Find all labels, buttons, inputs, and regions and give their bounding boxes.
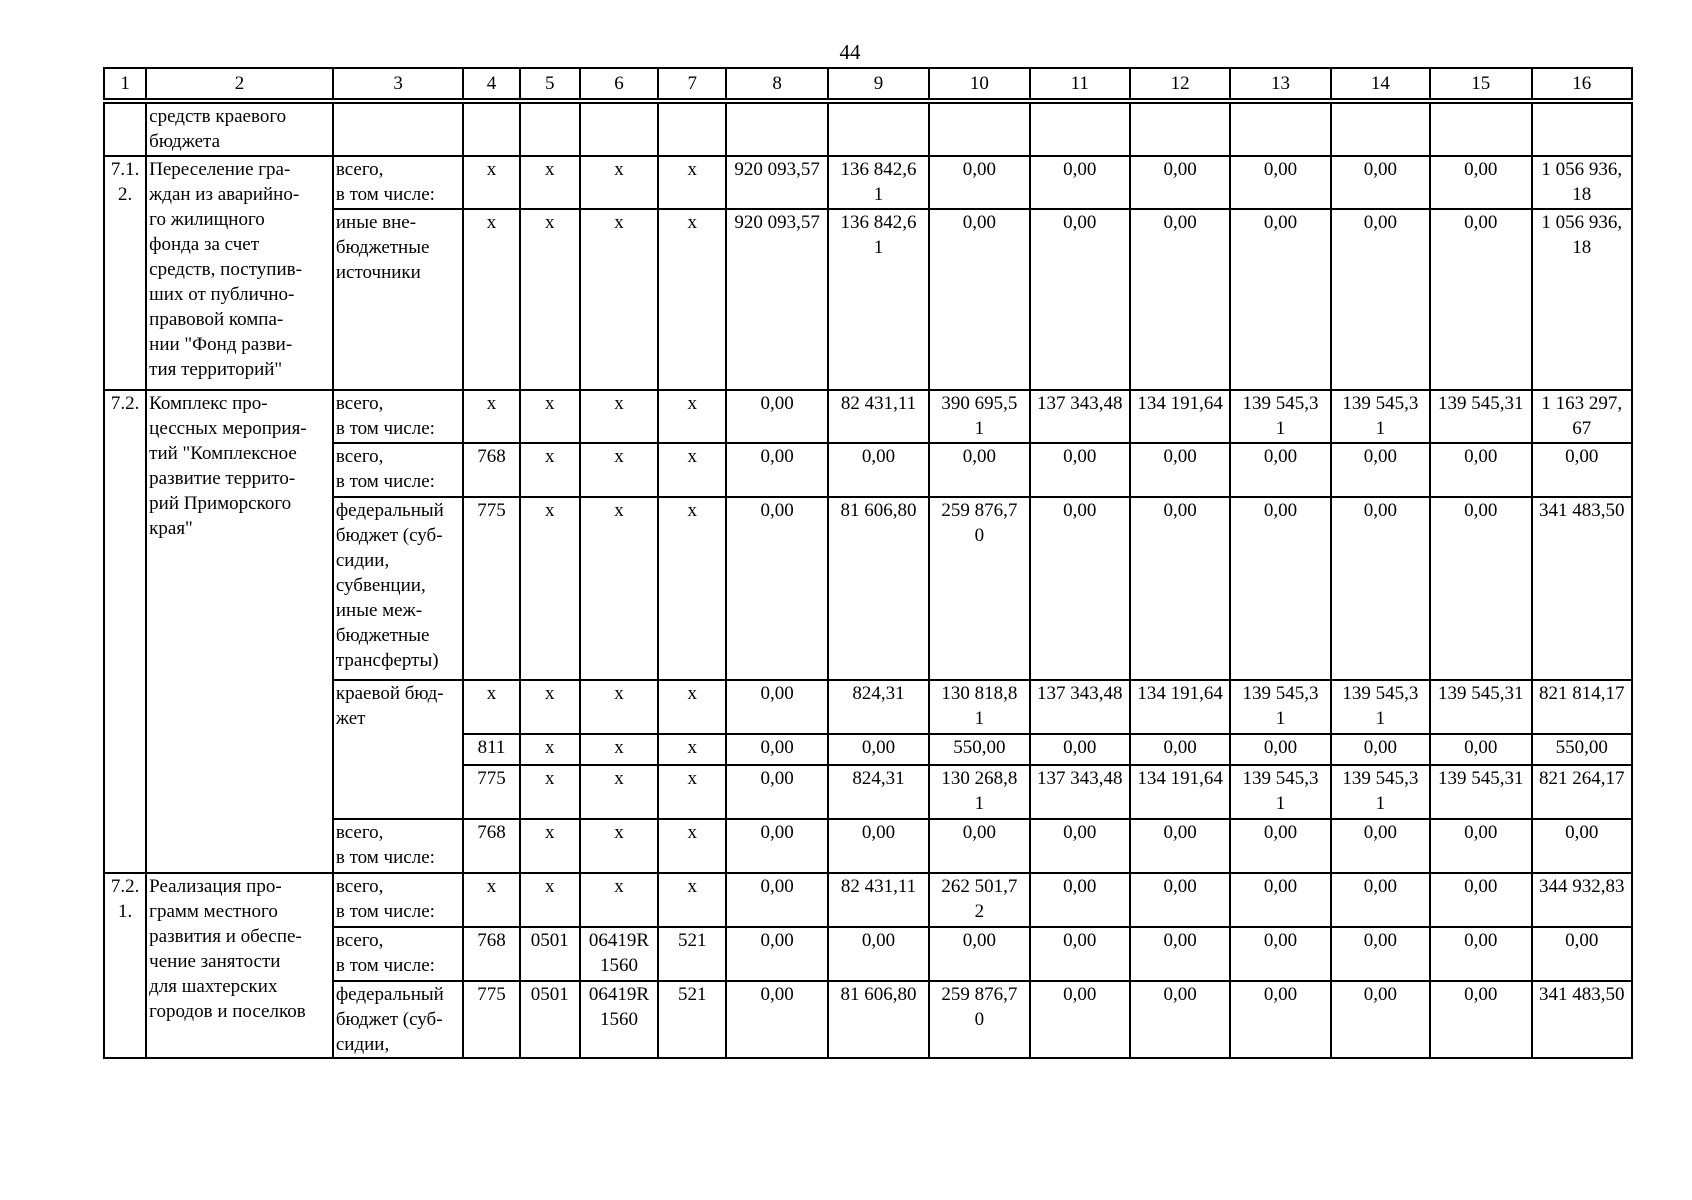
amount-cell-col-9: 136 842,6 1	[828, 209, 929, 390]
funding-source-cell: всего, в том числе:	[333, 873, 464, 927]
amount-cell-col-14: 139 545,3 1	[1331, 680, 1430, 734]
target-code-cell: x	[580, 734, 658, 765]
funding-source-cell: всего, в том числе:	[333, 390, 464, 443]
budget-table	[103, 102, 1633, 1059]
amount-cell-col-16: 0,00	[1532, 927, 1633, 981]
amount-cell-col-13: 0,00	[1230, 981, 1330, 1058]
amount-cell-col-15: 0,00	[1430, 981, 1531, 1058]
target-code-cell: x	[580, 819, 658, 873]
amount-cell-col-11: 0,00	[1030, 156, 1130, 209]
ministry-code-cell: 768	[463, 819, 519, 873]
amount-cell-col-9: 0,00	[828, 819, 929, 873]
funding-source-cell: всего, в том числе:	[333, 443, 464, 497]
table-row	[104, 927, 1632, 981]
amount-cell-col-12: 134 191,64	[1130, 765, 1230, 819]
empty-cell	[1030, 103, 1130, 156]
target-code-cell: x	[580, 443, 658, 497]
amount-cell-col-10: 0,00	[929, 927, 1029, 981]
amount-cell-col-9: 0,00	[828, 443, 929, 497]
amount-cell-col-9: 0,00	[828, 734, 929, 765]
measure-name-cell: Переселение гра- ждан из аварийно- го жилищного фонда за счет средств, поступив- ших от публично- правовой компа- нии "Фонд разви- тия территорий"	[146, 156, 333, 390]
amount-cell-col-9: 81 606,80	[828, 497, 929, 680]
funding-source-cell: всего, в том числе:	[333, 156, 464, 209]
empty-cell	[1130, 103, 1230, 156]
column-header-2: 2	[146, 68, 333, 99]
amount-cell-col-12: 0,00	[1130, 734, 1230, 765]
amount-cell-col-14: 0,00	[1331, 734, 1430, 765]
amount-cell-col-13: 0,00	[1230, 819, 1330, 873]
amount-cell-col-8: 0,00	[726, 927, 827, 981]
column-header-1: 1	[104, 68, 146, 99]
amount-cell-col-15: 0,00	[1430, 497, 1531, 680]
empty-cell	[1331, 103, 1430, 156]
amount-cell-col-15: 139 545,31	[1430, 390, 1531, 443]
amount-cell-col-16: 821 264,17	[1532, 765, 1633, 819]
amount-cell-col-9: 82 431,11	[828, 873, 929, 927]
funding-source-cell: федеральный бюджет (суб- сидии,	[333, 981, 464, 1058]
amount-cell-col-8: 920 093,57	[726, 209, 827, 390]
expense-type-cell: x	[658, 497, 726, 680]
amount-cell-col-15: 0,00	[1430, 927, 1531, 981]
expense-type-cell: 521	[658, 981, 726, 1058]
funding-source-cell: всего, в том числе:	[333, 927, 464, 981]
amount-cell-col-9: 82 431,11	[828, 390, 929, 443]
ministry-code-cell: x	[463, 209, 519, 390]
ministry-code-cell: 775	[463, 765, 519, 819]
section-code-cell: x	[520, 765, 580, 819]
ministry-code-cell: 775	[463, 497, 519, 680]
amount-cell-col-15: 0,00	[1430, 734, 1531, 765]
section-code-cell: x	[520, 734, 580, 765]
amount-cell-col-15: 0,00	[1430, 819, 1531, 873]
table-row	[104, 819, 1632, 873]
amount-cell-col-16: 550,00	[1532, 734, 1633, 765]
amount-cell-col-11: 0,00	[1030, 927, 1130, 981]
empty-cell	[1532, 103, 1633, 156]
section-code-cell: 0501	[520, 981, 580, 1058]
table-row	[104, 873, 1632, 927]
amount-cell-col-12: 0,00	[1130, 927, 1230, 981]
ministry-code-cell: x	[463, 390, 519, 443]
amount-cell-col-10: 0,00	[929, 443, 1029, 497]
amount-cell-col-8: 0,00	[726, 873, 827, 927]
amount-cell-col-13: 0,00	[1230, 209, 1330, 390]
amount-cell-col-11: 0,00	[1030, 209, 1130, 390]
measure-name-cell: средств краевого бюджета	[146, 103, 333, 156]
amount-cell-col-11: 137 343,48	[1030, 680, 1130, 734]
amount-cell-col-8: 0,00	[726, 390, 827, 443]
target-code-cell: x	[580, 680, 658, 734]
amount-cell-col-15: 0,00	[1430, 873, 1531, 927]
amount-cell-col-10: 0,00	[929, 819, 1029, 873]
amount-cell-col-13: 0,00	[1230, 443, 1330, 497]
column-header-8: 8	[726, 68, 827, 99]
amount-cell-col-15: 0,00	[1430, 209, 1531, 390]
empty-cell	[520, 103, 580, 156]
amount-cell-col-12: 0,00	[1130, 443, 1230, 497]
amount-cell-col-8: 0,00	[726, 981, 827, 1058]
amount-cell-col-14: 0,00	[1331, 209, 1430, 390]
target-code-cell: x	[580, 497, 658, 680]
amount-cell-col-9: 0,00	[828, 927, 929, 981]
amount-cell-col-14: 139 545,3 1	[1331, 765, 1430, 819]
ministry-code-cell: x	[463, 156, 519, 209]
amount-cell-col-8: 0,00	[726, 497, 827, 680]
expense-type-cell: x	[658, 390, 726, 443]
target-code-cell: 06419R 1560	[580, 927, 658, 981]
expense-type-cell: x	[658, 680, 726, 734]
amount-cell-col-11: 0,00	[1030, 819, 1130, 873]
page-number: 44	[839, 40, 861, 64]
column-number-header	[103, 67, 1633, 100]
amount-cell-col-11: 0,00	[1030, 734, 1130, 765]
amount-cell-col-10: 262 501,7 2	[929, 873, 1029, 927]
target-code-cell: x	[580, 873, 658, 927]
funding-source-cell: иные вне- бюджетные источники	[333, 209, 464, 390]
expense-type-cell: x	[658, 819, 726, 873]
amount-cell-col-13: 139 545,3 1	[1230, 765, 1330, 819]
target-code-cell: x	[580, 209, 658, 390]
amount-cell-col-11: 0,00	[1030, 873, 1130, 927]
amount-cell-col-15: 139 545,31	[1430, 680, 1531, 734]
expense-type-cell: x	[658, 734, 726, 765]
amount-cell-col-8: 0,00	[726, 680, 827, 734]
table-row	[104, 103, 1632, 156]
amount-cell-col-12: 0,00	[1130, 209, 1230, 390]
amount-cell-col-12: 134 191,64	[1130, 680, 1230, 734]
column-header-14: 14	[1331, 68, 1430, 99]
table-row	[104, 156, 1632, 209]
expense-type-cell: x	[658, 765, 726, 819]
row-number-cell	[104, 103, 146, 156]
column-header-7: 7	[658, 68, 726, 99]
amount-cell-col-16: 344 932,83	[1532, 873, 1633, 927]
amount-cell-col-9: 824,31	[828, 680, 929, 734]
amount-cell-col-9: 81 606,80	[828, 981, 929, 1058]
column-header-10: 10	[929, 68, 1029, 99]
amount-cell-col-16: 1 163 297, 67	[1532, 390, 1633, 443]
funding-source-cell: краевой бюд- жет	[333, 680, 464, 819]
amount-cell-col-16: 341 483,50	[1532, 981, 1633, 1058]
amount-cell-col-8: 0,00	[726, 765, 827, 819]
amount-cell-col-13: 0,00	[1230, 927, 1330, 981]
column-header-13: 13	[1230, 68, 1330, 99]
amount-cell-col-11: 137 343,48	[1030, 765, 1130, 819]
amount-cell-col-10: 259 876,7 0	[929, 981, 1029, 1058]
section-code-cell: x	[520, 680, 580, 734]
amount-cell-col-14: 0,00	[1331, 819, 1430, 873]
expense-type-cell: x	[658, 443, 726, 497]
amount-cell-col-14: 139 545,3 1	[1331, 390, 1430, 443]
section-code-cell: x	[520, 209, 580, 390]
section-code-cell: x	[520, 819, 580, 873]
amount-cell-col-8: 0,00	[726, 819, 827, 873]
amount-cell-col-12: 0,00	[1130, 873, 1230, 927]
ministry-code-cell: x	[463, 680, 519, 734]
ministry-code-cell: 768	[463, 927, 519, 981]
empty-cell	[1430, 103, 1531, 156]
section-code-cell: x	[520, 497, 580, 680]
column-header-16: 16	[1532, 68, 1633, 99]
row-number-cell: 7.2.	[104, 390, 146, 873]
amount-cell-col-10: 259 876,7 0	[929, 497, 1029, 680]
ministry-code-cell: 775	[463, 981, 519, 1058]
measure-name-cell: Комплекс про- цессных мероприя- тий "Комплексное развитие террито- рий Приморского края"	[146, 390, 333, 873]
column-header-3: 3	[333, 68, 464, 99]
amount-cell-col-9: 136 842,6 1	[828, 156, 929, 209]
amount-cell-col-8: 920 093,57	[726, 156, 827, 209]
amount-cell-col-11: 0,00	[1030, 497, 1130, 680]
amount-cell-col-8: 0,00	[726, 734, 827, 765]
empty-cell	[580, 103, 658, 156]
empty-cell	[1230, 103, 1330, 156]
target-code-cell: x	[580, 156, 658, 209]
column-header-4: 4	[463, 68, 519, 99]
amount-cell-col-13: 0,00	[1230, 497, 1330, 680]
amount-cell-col-15: 0,00	[1430, 156, 1531, 209]
amount-cell-col-16: 0,00	[1532, 443, 1633, 497]
amount-cell-col-13: 0,00	[1230, 734, 1330, 765]
amount-cell-col-16: 0,00	[1532, 819, 1633, 873]
table-row	[104, 680, 1632, 734]
amount-cell-col-10: 0,00	[929, 209, 1029, 390]
funding-source-cell: федеральный бюджет (суб- сидии, субвенции, иные меж- бюджетные трансферты)	[333, 497, 464, 680]
amount-cell-col-14: 0,00	[1331, 927, 1430, 981]
empty-cell	[929, 103, 1029, 156]
column-header-9: 9	[828, 68, 929, 99]
section-code-cell: x	[520, 443, 580, 497]
amount-cell-col-9: 824,31	[828, 765, 929, 819]
amount-cell-col-14: 0,00	[1331, 497, 1430, 680]
empty-cell	[463, 103, 519, 156]
section-code-cell: 0501	[520, 927, 580, 981]
amount-cell-col-14: 0,00	[1331, 156, 1430, 209]
table-row	[104, 390, 1632, 443]
amount-cell-col-15: 139 545,31	[1430, 765, 1531, 819]
amount-cell-col-16: 821 814,17	[1532, 680, 1633, 734]
empty-cell	[828, 103, 929, 156]
expense-type-cell: x	[658, 209, 726, 390]
amount-cell-col-10: 130 268,8 1	[929, 765, 1029, 819]
section-code-cell: x	[520, 390, 580, 443]
amount-cell-col-11: 0,00	[1030, 981, 1130, 1058]
target-code-cell: 06419R 1560	[580, 981, 658, 1058]
amount-cell-col-11: 137 343,48	[1030, 390, 1130, 443]
table-row	[104, 443, 1632, 497]
amount-cell-col-13: 0,00	[1230, 873, 1330, 927]
amount-cell-col-14: 0,00	[1331, 443, 1430, 497]
empty-cell	[658, 103, 726, 156]
amount-cell-col-12: 134 191,64	[1130, 390, 1230, 443]
amount-cell-col-15: 0,00	[1430, 443, 1531, 497]
amount-cell-col-16: 1 056 936, 18	[1532, 209, 1633, 390]
measure-name-cell: Реализация про- грамм местного развития и обеспе- чение занятости для шахтерских городов и поселков	[146, 873, 333, 1058]
section-code-cell: x	[520, 873, 580, 927]
column-header-6: 6	[580, 68, 658, 99]
row-number-cell: 7.2. 1.	[104, 873, 146, 1058]
ministry-code-cell: 768	[463, 443, 519, 497]
ministry-code-cell: x	[463, 873, 519, 927]
expense-type-cell: x	[658, 156, 726, 209]
expense-type-cell: x	[658, 873, 726, 927]
column-header-15: 15	[1430, 68, 1531, 99]
section-code-cell: x	[520, 156, 580, 209]
amount-cell-col-10: 390 695,5 1	[929, 390, 1029, 443]
amount-cell-col-10: 130 818,8 1	[929, 680, 1029, 734]
target-code-cell: x	[580, 765, 658, 819]
column-number-row	[104, 68, 1632, 99]
amount-cell-col-14: 0,00	[1331, 873, 1430, 927]
amount-cell-col-13: 139 545,3 1	[1230, 680, 1330, 734]
amount-cell-col-12: 0,00	[1130, 981, 1230, 1058]
column-header-5: 5	[520, 68, 580, 99]
empty-cell	[333, 103, 464, 156]
target-code-cell: x	[580, 390, 658, 443]
table-row	[104, 981, 1632, 1058]
ministry-code-cell: 811	[463, 734, 519, 765]
amount-cell-col-16: 341 483,50	[1532, 497, 1633, 680]
amount-cell-col-13: 0,00	[1230, 156, 1330, 209]
row-number-cell: 7.1. 2.	[104, 156, 146, 390]
amount-cell-col-11: 0,00	[1030, 443, 1130, 497]
table-row	[104, 209, 1632, 390]
amount-cell-col-16: 1 056 936, 18	[1532, 156, 1633, 209]
amount-cell-col-12: 0,00	[1130, 156, 1230, 209]
expense-type-cell: 521	[658, 927, 726, 981]
amount-cell-col-12: 0,00	[1130, 819, 1230, 873]
empty-cell	[726, 103, 827, 156]
column-header-11: 11	[1030, 68, 1130, 99]
funding-source-cell: всего, в том числе:	[333, 819, 464, 873]
column-header-12: 12	[1130, 68, 1230, 99]
amount-cell-col-10: 550,00	[929, 734, 1029, 765]
amount-cell-col-10: 0,00	[929, 156, 1029, 209]
amount-cell-col-12: 0,00	[1130, 497, 1230, 680]
amount-cell-col-14: 0,00	[1331, 981, 1430, 1058]
table-row	[104, 497, 1632, 680]
amount-cell-col-8: 0,00	[726, 443, 827, 497]
amount-cell-col-13: 139 545,3 1	[1230, 390, 1330, 443]
